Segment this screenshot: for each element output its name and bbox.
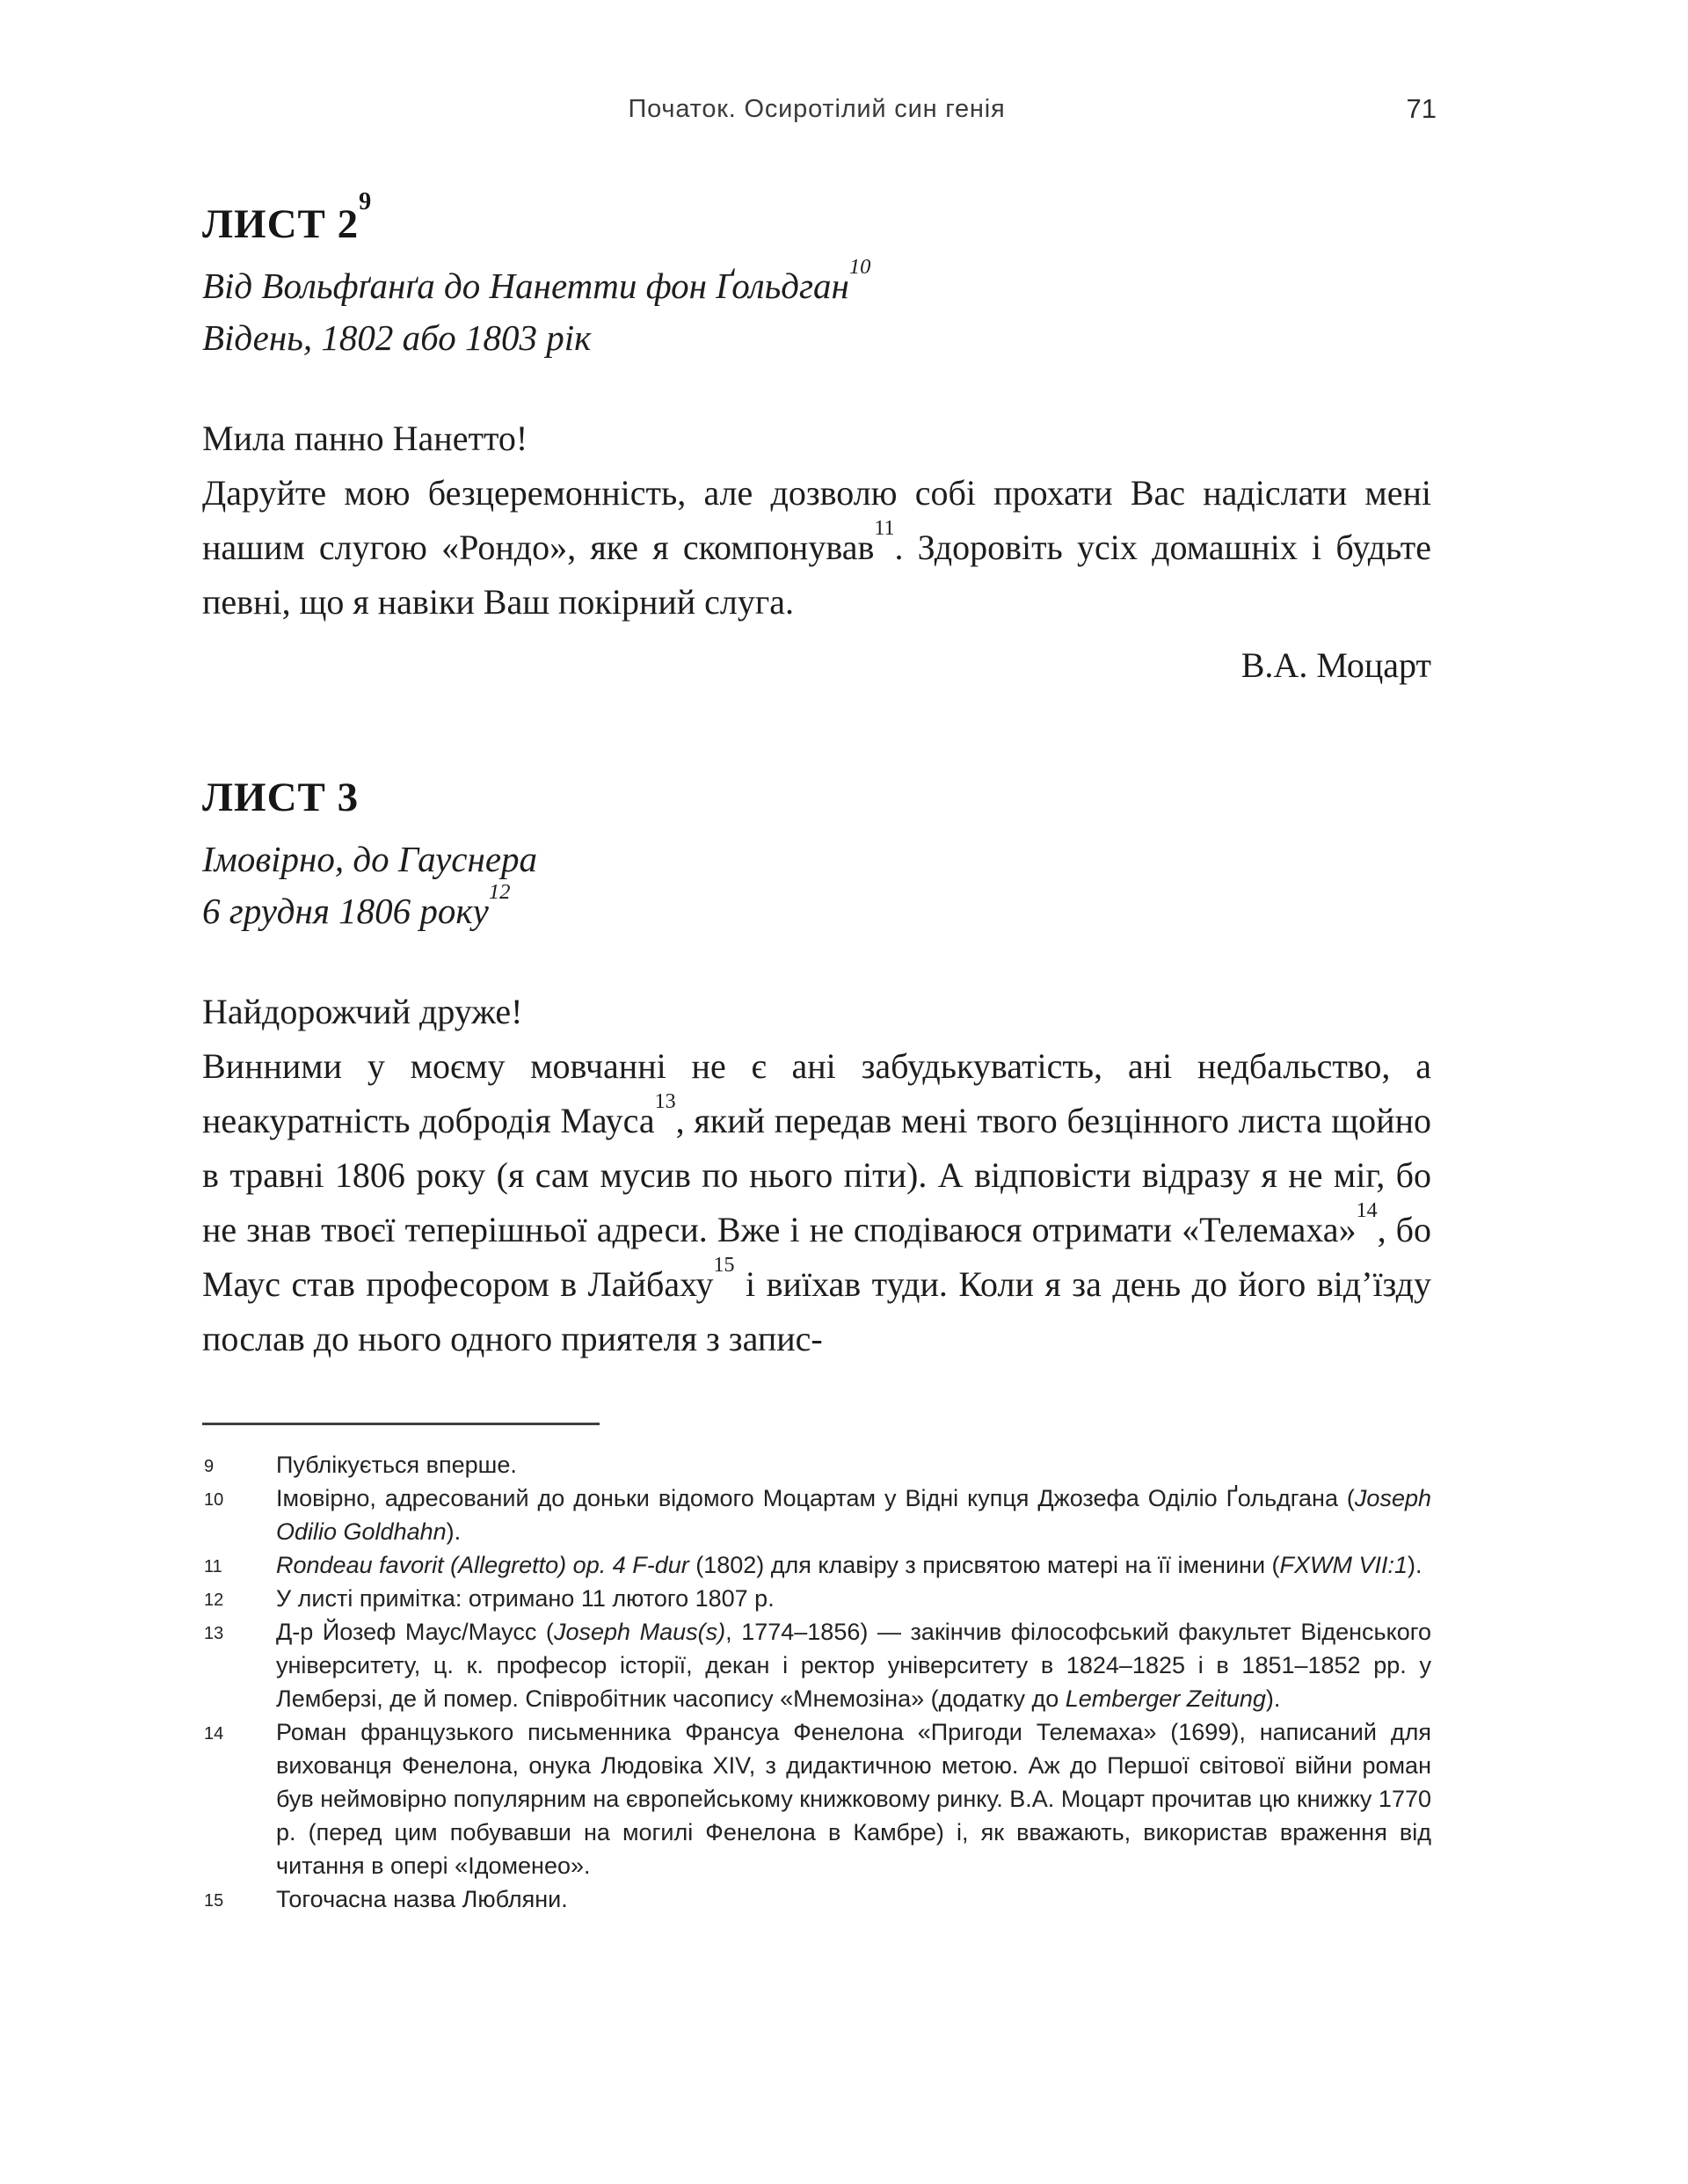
footnote-text — [276, 1886, 568, 1912]
footnote-text-segment: Д-р Йозеф Маус/Маусс ( — [276, 1619, 554, 1645]
letter-2-addressee-text: Від Вольфґанґа до Нанетти фон Ґольдган — [202, 266, 849, 306]
letter-2-signature: В.А. Моцарт — [1241, 645, 1431, 685]
letter-2-body-part-1: Даруйте мою безцеремонність, але дозволю собі прохати Вас надіслати мені нашим слугою «Рондо», яке я скомпонував — [202, 473, 1431, 567]
letter-2-salutation: Мила панно Нанетто! — [202, 419, 528, 458]
footnote-text-italic-segment: Lemberger Zeitung — [1065, 1685, 1266, 1712]
footnote-9 — [202, 1448, 1431, 1481]
footnote-text-italic-segment: Joseph Maus(s) — [553, 1619, 726, 1645]
footnote-text-italic-segment: Rondeau favorit (Allegretto) op. 4 F-dur — [276, 1552, 689, 1578]
letter-3-section — [202, 774, 1431, 1366]
footnote-ref-9: 9 — [359, 187, 373, 215]
footnote-ref-14: 14 — [1356, 1199, 1378, 1223]
page-number: 71 — [1406, 93, 1437, 124]
letter-2-title — [202, 187, 1431, 248]
letter-2-section — [202, 187, 1431, 693]
footnote-text-italic-segment: Joseph Odilio Goldhahn — [276, 1485, 1431, 1545]
letter-3-body-part-4: і виїхав туди. Коли я за день до його від’їзду послав до нього одного приятеля з запис- — [202, 1264, 1431, 1358]
footnote-text — [276, 1452, 517, 1478]
footnote-text-segment: (1802) для клавіру з присвятою матері на її іменини ( — [688, 1552, 1280, 1578]
footnote-number: 14 — [204, 1724, 224, 1744]
footnote-13 — [202, 1615, 1431, 1715]
chapter-title: Початок. Осиротілий син генія — [628, 95, 1006, 123]
letter-2-title-text: ЛИСТ 2 — [202, 201, 360, 247]
footnote-ref-11: 11 — [874, 517, 895, 541]
letter-3-dateline-text: 6 грудня 1806 року — [202, 891, 489, 931]
letter-2-body — [202, 466, 1431, 630]
letter-3-dateline — [202, 879, 1431, 937]
letter-3-body-part-1: Винними у моєму мовчанні не є ані забудькуватість, ані недбальство, а неакуратність добродія Мауса — [202, 1046, 1431, 1140]
footnote-divider — [202, 1423, 600, 1425]
footnote-text-segment: ). — [1408, 1552, 1422, 1578]
letter-3-title: ЛИСТ 3 — [202, 775, 360, 820]
footnote-text-italic-segment: FXWM VII:1 — [1279, 1552, 1408, 1578]
footnote-12 — [202, 1582, 1431, 1615]
letter-2-addressee — [202, 254, 1431, 312]
footnote-15 — [202, 1882, 1431, 1916]
footnote-number: 11 — [204, 1557, 222, 1576]
letter-3-addressee: Імовірно, до Гауснера — [202, 839, 538, 879]
footnote-number: 12 — [204, 1591, 224, 1610]
letter-2-body-part-2: . Здоровіть усіх домашніх і будьте певні, що я навіки Ваш покірний слуга. — [202, 528, 1431, 622]
footnote-text — [276, 1585, 775, 1612]
footnote-text-segment: ). — [1265, 1685, 1281, 1712]
footnote-number: 13 — [204, 1624, 224, 1643]
footnote-ref-13: 13 — [654, 1090, 676, 1114]
footnote-number: 9 — [204, 1457, 215, 1476]
letter-3-body-part-3: , бо Маус став професором в Лайбаху — [202, 1210, 1432, 1304]
footnote-text — [276, 1552, 1422, 1578]
letter-3-salutation: Найдорожчий друже! — [202, 992, 523, 1031]
footnote-list — [202, 1448, 1431, 1916]
footnote-text-segment: Імовірно, адресований до доньки відомого Моцартам у Відні купця Джозефа Оділіо Ґольдгана ( — [276, 1485, 1355, 1511]
footnote-text — [276, 1485, 1431, 1545]
footnote-text-segment: Роман французького письменника Франсуа Фенелона «Пригоди Телемаха» (1699), написаний для вихованця Фенелона, онука Людовіка XIV, з дидактичною метою. Аж до Першої світової війни роман був неймовірно популярним на європейському книжковому ринку. В.А. Моцарт прочитав цю книжку 1770 р. (перед цим побувавши на могилі Фенелона в Камбре) і, як вважають, використав враження від читання в опері «Ідоменео». — [276, 1719, 1431, 1879]
footnote-text — [276, 1619, 1431, 1712]
footnote-text-segment: У листі примітка: отримано 11 лютого 1807 р. — [276, 1585, 775, 1612]
footnote-ref-15: 15 — [713, 1254, 735, 1278]
footnote-14 — [202, 1715, 1431, 1882]
letter-2-dateline: Відень, 1802 або 1803 рік — [202, 317, 592, 358]
footnote-text-segment: , 1774–1856) — закінчив філософський факультет Віденського університету, ц. к. професор історії, декан і ректор університету в 1824–1825 і в 1851–1852 рр. у Лемберзі, де й помер. Співробітник часопису «Мнемозіна» (додатку до — [276, 1619, 1432, 1712]
footnote-ref-10: 10 — [848, 254, 871, 279]
footnote-ref-12: 12 — [488, 879, 511, 904]
running-head — [202, 93, 1437, 132]
letter-3-body-part-2: , який передав мені твого безцінного листа щойно в травні 1806 року (я сам мусив по нього піти). А відповісти відразу я не міг, бо не знав твоєї теперішньої адреси. Вже і не сподіваюся отримати «Телемаха» — [202, 1101, 1431, 1249]
footnote-10 — [202, 1481, 1431, 1548]
footnote-number: 15 — [204, 1891, 224, 1911]
letter-3-body — [202, 1039, 1431, 1366]
footnote-11 — [202, 1548, 1431, 1582]
footnote-text-segment: Публікується вперше. — [276, 1452, 517, 1478]
footnote-number: 10 — [204, 1490, 224, 1510]
footnote-text-segment: Тогочасна назва Любляни. — [276, 1886, 568, 1912]
footnote-text — [276, 1719, 1431, 1879]
footnote-text-segment: ). — [446, 1518, 462, 1545]
footnotes-section — [202, 1423, 1431, 1916]
